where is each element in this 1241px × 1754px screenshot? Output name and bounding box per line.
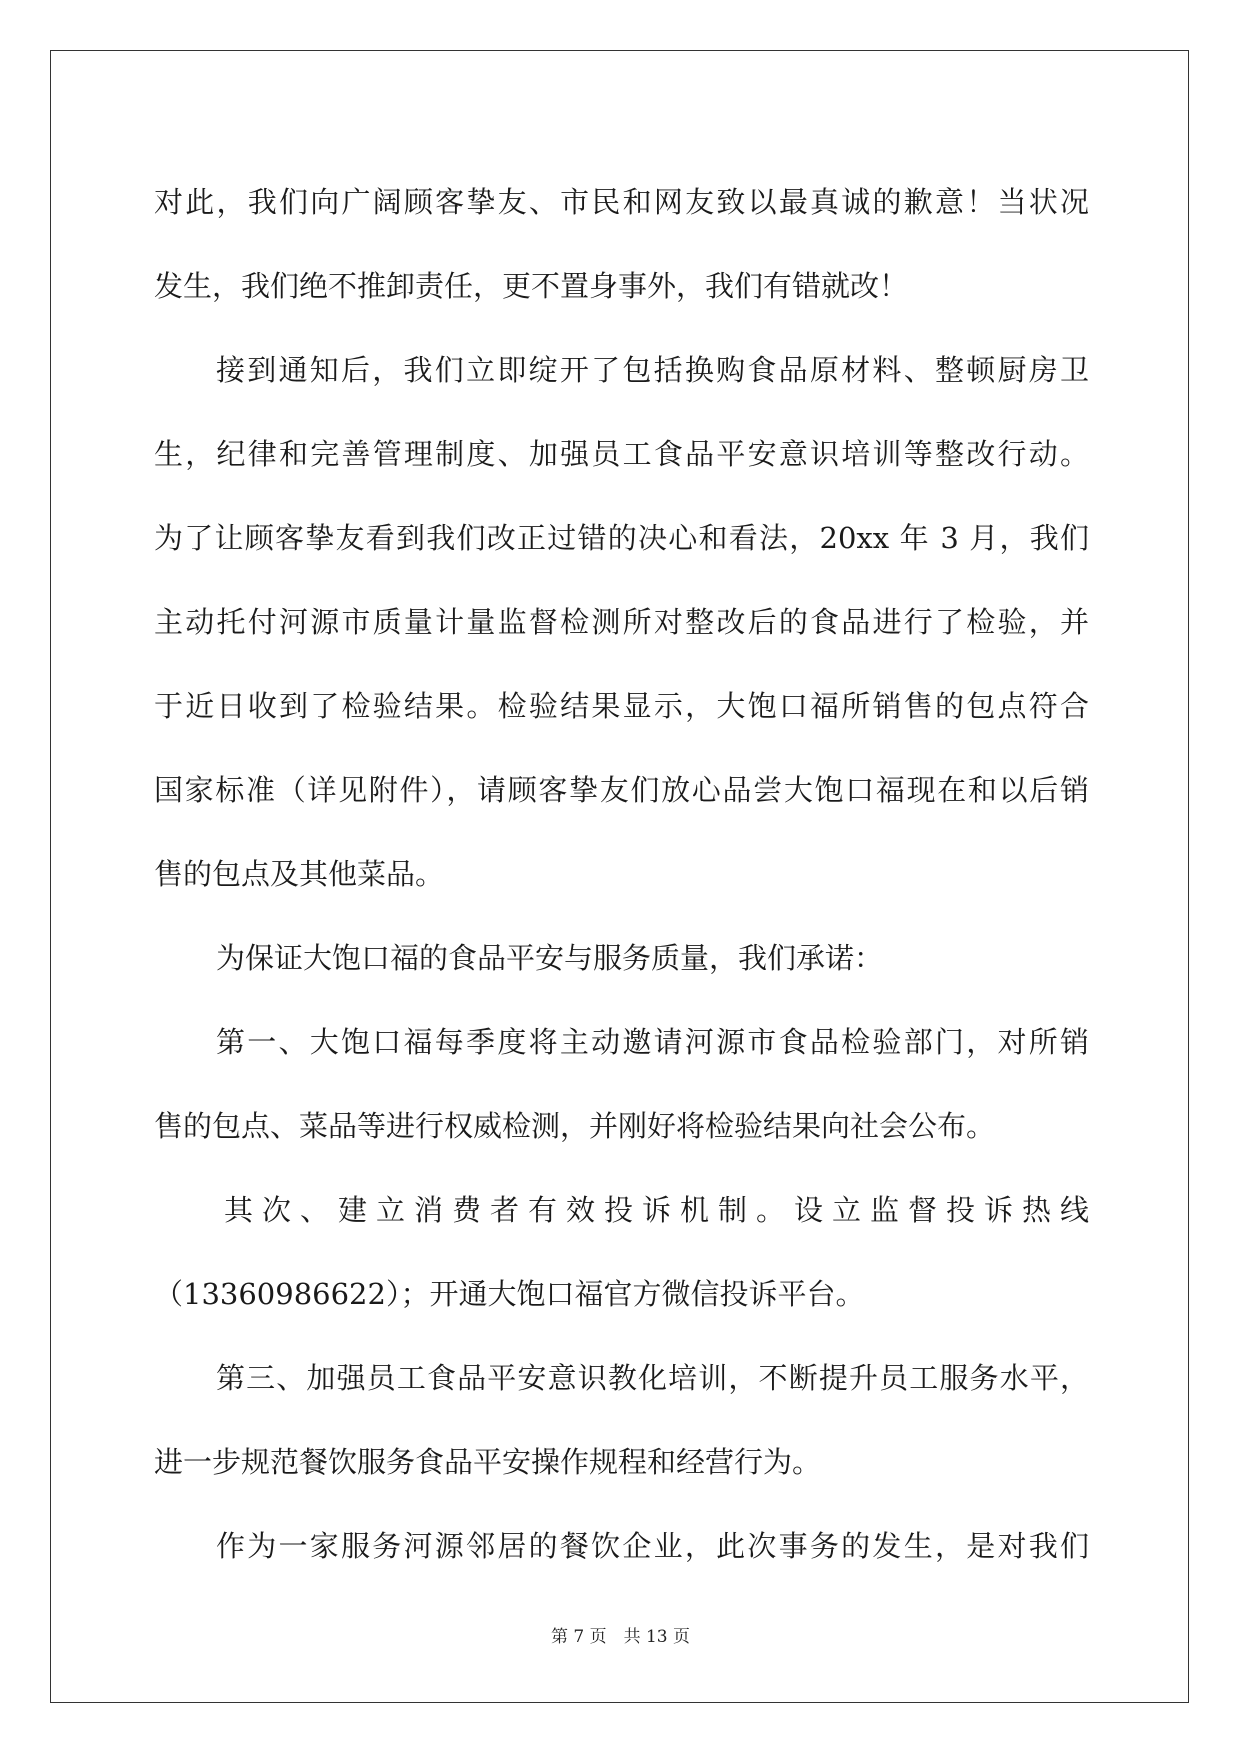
page-number-footer: 第 7 页 共 13 页 xyxy=(550,1627,691,1647)
paragraph-first-line: 第一、大饱口福每季度将主动邀请河源市食品检验部门，对所销 xyxy=(216,1025,1089,1059)
text-line: （13360986622）；开通大饱口福官方微信投诉平台。 xyxy=(154,1277,865,1311)
text-line: 进一步规范餐饮服务食品平安操作规程和经营行为。 xyxy=(154,1445,822,1479)
text-line: 主动托付河源市质量计量监督检测所对整改后的食品进行了检验，并 xyxy=(154,605,1089,639)
paragraph-first-line: 为保证大饱口福的食品平安与服务质量，我们承诺： xyxy=(216,941,884,975)
text-line: 生，纪律和完善管理制度、加强员工食品平安意识培训等整改行动。 xyxy=(154,437,1089,471)
paragraph-first-line: 作为一家服务河源邻居的餐饮企业，此次事务的发生，是对我们 xyxy=(216,1529,1089,1563)
text-line: 售的包点及其他菜品。 xyxy=(154,857,445,891)
text-line: 为了让顾客挚友看到我们改正过错的决心和看法，20xx 年 3 月，我们 xyxy=(154,521,1089,555)
paragraph-first-line: 其次、建立消费者有效投诉机制。设立监督投诉热线 xyxy=(224,1193,1089,1227)
text-line: 于近日收到了检验结果。检验结果显示，大饱口福所销售的包点符合 xyxy=(154,689,1089,723)
paragraph-first-line: 接到通知后，我们立即绽开了包括换购食品原材料、整顿厨房卫 xyxy=(216,353,1089,387)
paragraph-first-line: 第三、加强员工食品平安意识教化培训，不断提升员工服务水平， xyxy=(216,1361,1089,1395)
document-body xyxy=(154,160,1089,1588)
text-line: 发生，我们绝不推卸责任，更不置身事外，我们有错就改！ xyxy=(154,269,909,303)
text-line: 售的包点、菜品等进行权威检测，并刚好将检验结果向社会公布。 xyxy=(154,1109,996,1143)
text-line: 对此，我们向广阔顾客挚友、市民和网友致以最真诚的歉意！当状况 xyxy=(154,185,1089,219)
text-line: 国家标准（详见附件），请顾客挚友们放心品尝大饱口福现在和以后销 xyxy=(154,773,1089,807)
